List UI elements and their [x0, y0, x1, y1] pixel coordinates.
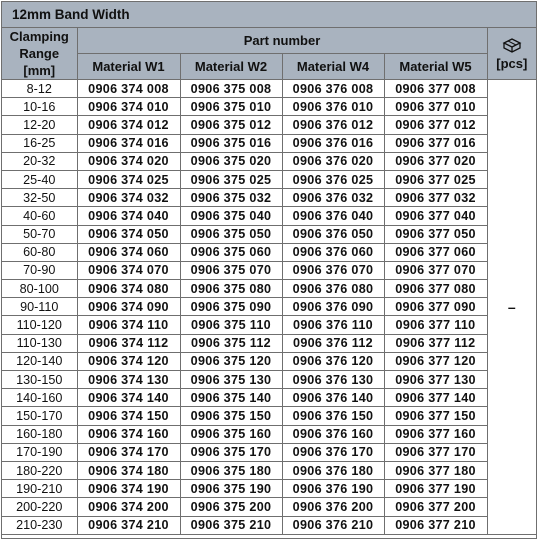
part-number-w4-cell: 0906 376 040 [282, 207, 384, 225]
part-number-w2-cell: 0906 375 190 [180, 480, 282, 498]
table-row [2, 480, 536, 498]
part-number-w2-cell: 0906 375 050 [180, 225, 282, 243]
part-number-w1-cell: 0906 374 020 [77, 152, 180, 170]
clamping-range-cell: 40-60 [2, 207, 77, 225]
part-number-w2-cell: 0906 375 112 [180, 334, 282, 352]
table-row [2, 298, 536, 316]
part-number-w2-cell: 0906 375 020 [180, 152, 282, 170]
part-number-w1-cell: 0906 374 180 [77, 461, 180, 479]
material-w1-header: Material W1 [77, 53, 180, 79]
part-number-w2-cell: 0906 375 012 [180, 116, 282, 134]
table-row [2, 443, 536, 461]
table-row [2, 98, 536, 116]
clamping-range-cell: 25-40 [2, 170, 77, 188]
part-number-w5-cell: 0906 377 200 [384, 498, 487, 516]
clamping-range-cell: 180-220 [2, 461, 77, 479]
table-row [2, 207, 536, 225]
part-number-w5-cell: 0906 377 020 [384, 152, 487, 170]
table-row [2, 170, 536, 188]
table-row [2, 407, 536, 425]
part-number-w1-cell: 0906 374 012 [77, 116, 180, 134]
clamping-header-line1: Clamping [9, 29, 69, 44]
part-number-w4-cell: 0906 376 200 [282, 498, 384, 516]
clamping-range-cell: 110-120 [2, 316, 77, 334]
clamping-range-cell: 200-220 [2, 498, 77, 516]
part-number-w1-cell: 0906 374 070 [77, 261, 180, 279]
part-number-w5-cell: 0906 377 180 [384, 461, 487, 479]
part-number-w4-cell: 0906 376 050 [282, 225, 384, 243]
part-number-w5-cell: 0906 377 150 [384, 407, 487, 425]
part-number-w2-cell: 0906 375 120 [180, 352, 282, 370]
clamping-range-cell: 70-90 [2, 261, 77, 279]
clamping-range-cell: 210-230 [2, 516, 77, 534]
table-row [2, 261, 536, 279]
pcs-header [487, 28, 536, 80]
table-row [2, 461, 536, 479]
part-number-w5-cell: 0906 377 080 [384, 280, 487, 298]
part-number-table [2, 28, 536, 535]
part-number-w2-cell: 0906 375 180 [180, 461, 282, 479]
part-number-w2-cell: 0906 375 090 [180, 298, 282, 316]
table-row [2, 334, 536, 352]
part-number-w4-cell: 0906 376 150 [282, 407, 384, 425]
table-row [2, 498, 536, 516]
part-number-w2-cell: 0906 375 080 [180, 280, 282, 298]
part-number-w2-cell: 0906 375 160 [180, 425, 282, 443]
part-number-w4-cell: 0906 376 210 [282, 516, 384, 534]
part-number-w1-cell: 0906 374 080 [77, 280, 180, 298]
clamping-range-cell: 20-32 [2, 152, 77, 170]
part-number-w1-cell: 0906 374 190 [77, 480, 180, 498]
part-number-w5-cell: 0906 377 090 [384, 298, 487, 316]
part-number-w5-cell: 0906 377 010 [384, 98, 487, 116]
part-number-w4-cell: 0906 376 032 [282, 189, 384, 207]
part-number-w1-cell: 0906 374 160 [77, 425, 180, 443]
clamping-range-cell: 12-20 [2, 116, 77, 134]
part-number-w1-cell: 0906 374 090 [77, 298, 180, 316]
part-number-w5-cell: 0906 377 060 [384, 243, 487, 261]
part-number-w5-cell: 0906 377 140 [384, 389, 487, 407]
part-number-w2-cell: 0906 375 016 [180, 134, 282, 152]
part-number-w1-cell: 0906 374 120 [77, 352, 180, 370]
part-number-w1-cell: 0906 374 140 [77, 389, 180, 407]
part-number-w2-cell: 0906 375 150 [180, 407, 282, 425]
table-row [2, 134, 536, 152]
part-number-w4-cell: 0906 376 180 [282, 461, 384, 479]
table-title-bar [2, 2, 536, 28]
table-row [2, 516, 536, 534]
pcs-value-cell [487, 80, 536, 535]
part-number-w4-cell: 0906 376 110 [282, 316, 384, 334]
clamping-range-cell: 190-210 [2, 480, 77, 498]
table-row [2, 371, 536, 389]
part-number-w1-cell: 0906 374 016 [77, 134, 180, 152]
pcs-header-label: [pcs] [496, 55, 528, 71]
table-row [2, 425, 536, 443]
table-row [2, 280, 536, 298]
part-number-w2-cell: 0906 375 210 [180, 516, 282, 534]
part-number-w2-cell: 0906 375 008 [180, 80, 282, 98]
part-number-w5-cell: 0906 377 025 [384, 170, 487, 188]
part-number-w1-cell: 0906 374 032 [77, 189, 180, 207]
part-number-w4-cell: 0906 376 112 [282, 334, 384, 352]
table-row [2, 189, 536, 207]
part-number-w5-cell: 0906 377 120 [384, 352, 487, 370]
clamping-range-cell: 80-100 [2, 280, 77, 298]
part-number-w5-cell: 0906 377 160 [384, 425, 487, 443]
pcs-value: – [507, 298, 516, 315]
part-number-w5-cell: 0906 377 190 [384, 480, 487, 498]
table-title: 12mm Band Width [12, 7, 130, 22]
clamping-range-cell: 10-16 [2, 98, 77, 116]
part-number-w4-cell: 0906 376 090 [282, 298, 384, 316]
part-number-w2-cell: 0906 375 010 [180, 98, 282, 116]
clamping-range-cell: 170-190 [2, 443, 77, 461]
part-number-w5-cell: 0906 377 012 [384, 116, 487, 134]
part-number-w4-cell: 0906 376 070 [282, 261, 384, 279]
clamping-range-cell: 32-50 [2, 189, 77, 207]
clamping-range-cell: 110-130 [2, 334, 77, 352]
part-number-w4-cell: 0906 376 140 [282, 389, 384, 407]
clamping-range-cell: 150-170 [2, 407, 77, 425]
part-number-w4-cell: 0906 376 025 [282, 170, 384, 188]
part-number-w4-cell: 0906 376 080 [282, 280, 384, 298]
part-number-w2-cell: 0906 375 130 [180, 371, 282, 389]
material-w5-header: Material W5 [384, 53, 487, 79]
part-number-w1-cell: 0906 374 112 [77, 334, 180, 352]
part-number-header: Part number [77, 28, 487, 53]
part-number-w5-cell: 0906 377 112 [384, 334, 487, 352]
clamping-range-cell: 16-25 [2, 134, 77, 152]
clamping-range-cell: 50-70 [2, 225, 77, 243]
package-box-icon [488, 37, 537, 56]
clamping-range-cell: 8-12 [2, 80, 77, 98]
clamping-range-cell: 60-80 [2, 243, 77, 261]
part-number-w5-cell: 0906 377 110 [384, 316, 487, 334]
table-row [2, 389, 536, 407]
table-row [2, 152, 536, 170]
part-number-w2-cell: 0906 375 200 [180, 498, 282, 516]
part-number-w5-cell: 0906 377 032 [384, 189, 487, 207]
part-number-w1-cell: 0906 374 040 [77, 207, 180, 225]
part-number-w2-cell: 0906 375 070 [180, 261, 282, 279]
material-w2-header: Material W2 [180, 53, 282, 79]
table-row [2, 116, 536, 134]
clamping-range-cell: 140-160 [2, 389, 77, 407]
material-w4-header: Material W4 [282, 53, 384, 79]
clamping-range-cell: 130-150 [2, 371, 77, 389]
band-width-table-panel [1, 1, 537, 539]
part-number-w1-cell: 0906 374 110 [77, 316, 180, 334]
part-number-w4-cell: 0906 376 012 [282, 116, 384, 134]
part-number-w1-cell: 0906 374 060 [77, 243, 180, 261]
clamping-range-cell: 90-110 [2, 298, 77, 316]
part-number-w1-cell: 0906 374 008 [77, 80, 180, 98]
part-number-w4-cell: 0906 376 170 [282, 443, 384, 461]
part-number-w4-cell: 0906 376 190 [282, 480, 384, 498]
part-number-w5-cell: 0906 377 040 [384, 207, 487, 225]
clamping-range-cell: 120-140 [2, 352, 77, 370]
clamping-header-line2: Range [mm] [19, 46, 60, 78]
part-number-w4-cell: 0906 376 160 [282, 425, 384, 443]
table-body [2, 80, 536, 535]
part-number-w2-cell: 0906 375 040 [180, 207, 282, 225]
part-number-w4-cell: 0906 376 010 [282, 98, 384, 116]
table-row [2, 243, 536, 261]
part-number-w5-cell: 0906 377 050 [384, 225, 487, 243]
part-number-w1-cell: 0906 374 025 [77, 170, 180, 188]
part-number-w5-cell: 0906 377 210 [384, 516, 487, 534]
part-number-w2-cell: 0906 375 025 [180, 170, 282, 188]
table-row [2, 316, 536, 334]
part-number-w5-cell: 0906 377 070 [384, 261, 487, 279]
part-number-w5-cell: 0906 377 170 [384, 443, 487, 461]
part-number-w1-cell: 0906 374 130 [77, 371, 180, 389]
part-number-w1-cell: 0906 374 150 [77, 407, 180, 425]
part-number-w2-cell: 0906 375 032 [180, 189, 282, 207]
part-number-w4-cell: 0906 376 060 [282, 243, 384, 261]
part-number-w5-cell: 0906 377 016 [384, 134, 487, 152]
part-number-w2-cell: 0906 375 110 [180, 316, 282, 334]
part-number-w5-cell: 0906 377 130 [384, 371, 487, 389]
part-number-w1-cell: 0906 374 010 [77, 98, 180, 116]
part-number-w1-cell: 0906 374 200 [77, 498, 180, 516]
part-number-w1-cell: 0906 374 210 [77, 516, 180, 534]
part-number-w1-cell: 0906 374 050 [77, 225, 180, 243]
part-number-w5-cell: 0906 377 008 [384, 80, 487, 98]
table-row [2, 80, 536, 98]
part-number-w4-cell: 0906 376 020 [282, 152, 384, 170]
clamping-range-header [2, 28, 77, 80]
part-number-w4-cell: 0906 376 130 [282, 371, 384, 389]
part-number-w4-cell: 0906 376 008 [282, 80, 384, 98]
part-number-w4-cell: 0906 376 016 [282, 134, 384, 152]
table-row [2, 225, 536, 243]
clamping-range-cell: 160-180 [2, 425, 77, 443]
part-number-w2-cell: 0906 375 140 [180, 389, 282, 407]
part-number-w4-cell: 0906 376 120 [282, 352, 384, 370]
part-number-w2-cell: 0906 375 060 [180, 243, 282, 261]
part-number-w1-cell: 0906 374 170 [77, 443, 180, 461]
table-row [2, 352, 536, 370]
part-number-w2-cell: 0906 375 170 [180, 443, 282, 461]
